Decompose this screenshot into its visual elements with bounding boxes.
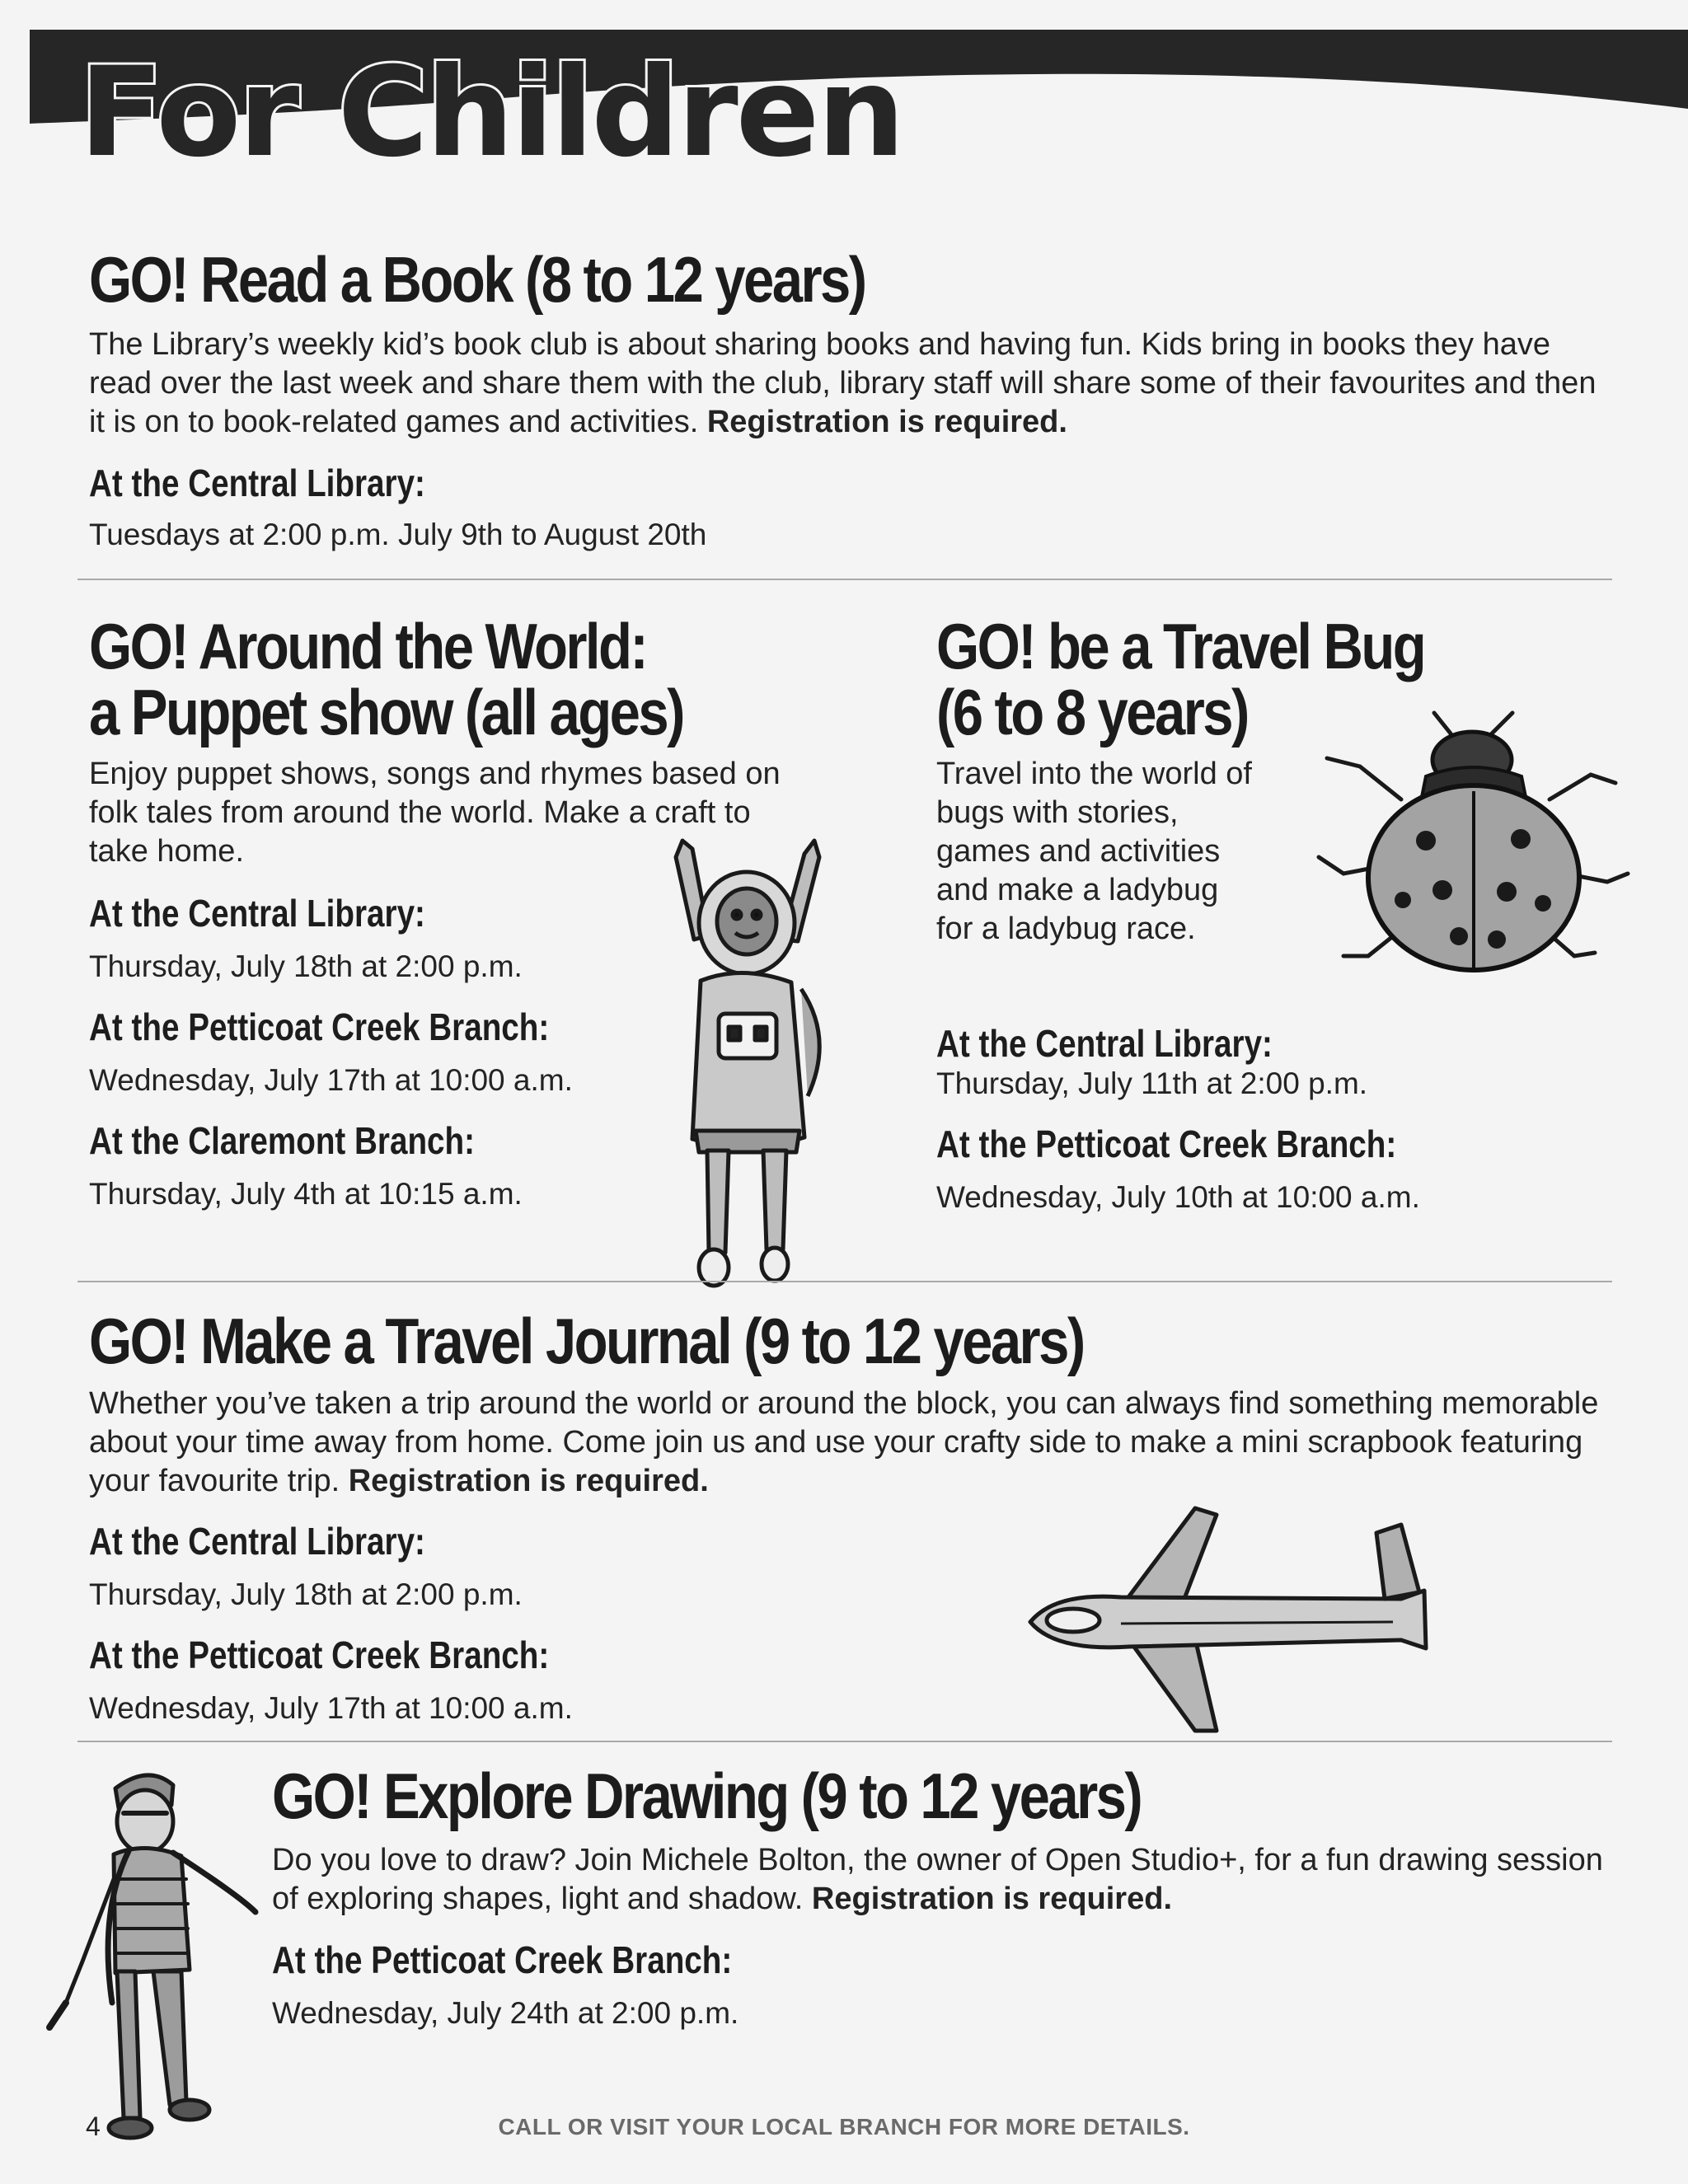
description-line: Travel into the world of [936,757,1252,791]
description-line: bugs with stories, [936,795,1179,830]
section-description [89,326,1606,442]
event-time: Thursday, July 18th at 2:00 p.m. [89,1577,523,1611]
registration-note: Registration is required. [811,1882,1172,1916]
event-time: Wednesday, July 10th at 10:00 a.m. [936,1180,1420,1214]
section-divider [77,1741,1612,1742]
ladybug-illustration [1311,709,1640,981]
registration-note: Registration is required. [348,1464,709,1498]
event-time: Thursday, July 11th at 2:00 p.m. [936,1066,1368,1100]
description-line: and make a ladybug [936,873,1219,907]
section-title-line1: GO! be a Travel Bug [936,610,1425,682]
description-line: for a ladybug race. [936,912,1196,946]
section-title-line2: a Puppet show (all ages) [89,676,683,748]
section-divider [77,1281,1612,1282]
footer-note: CALL OR VISIT YOUR LOCAL BRANCH FOR MORE DETAILS. [498,2114,1190,2139]
location-label: At the Central Library: [89,462,425,504]
registration-note: Registration is required. [706,405,1067,439]
section-title: GO! Read a Book (8 to 12 years) [89,243,865,316]
location-label: At the Petticoat Creek Branch: [272,1938,733,1981]
section-title-line1: GO! Around the World: [89,610,647,682]
artist-illustration [49,1755,272,2151]
location-label: At the Petticoat Creek Branch: [89,1005,550,1048]
event-time: Tuesdays at 2:00 p.m. July 9th to August 20th [89,518,707,551]
location-label: At the Central Library: [89,892,425,935]
airplane-illustration [1022,1500,1434,1747]
section-description [936,755,1365,949]
description-line: games and activities [936,834,1221,869]
location-label: At the Central Library: [936,1022,1273,1065]
description-text: The Library’s weekly kid’s book club is about sharing books and having fun. Kids bring in books they have read over the last week and share them with the club, library staff will share some of their favourites and then it is on to book-related games and activities. [89,327,1597,439]
event-time: Thursday, July 18th at 2:00 p.m. [89,949,523,983]
location-label: At the Petticoat Creek Branch: [89,1633,550,1676]
section-title-line2: (6 to 8 years) [936,676,1248,748]
section-divider [77,579,1612,580]
section-description [272,1841,1624,1919]
event-time: Wednesday, July 24th at 2:00 p.m. [272,1996,739,2030]
description-line: folk tales from around the world. Make a craft to [89,795,751,830]
section-title: GO! Explore Drawing (9 to 12 years) [272,1760,1142,1832]
section-title: GO! Make a Travel Journal (9 to 12 years) [89,1305,1084,1377]
location-label: At the Central Library: [89,1520,425,1563]
astronaut-illustration [643,824,841,1302]
page-title: For Children [79,41,903,185]
event-time: Wednesday, July 17th at 10:00 a.m. [89,1691,573,1725]
event-time: Wednesday, July 17th at 10:00 a.m. [89,1063,573,1097]
page-number: 4 [86,2111,101,2141]
description-text: Whether you’ve taken a trip around the world or around the block, you can always find something memorable about your time away from home. Come join us and use your crafty side to make a mini scrapbook featuring your favourite trip. [89,1386,1599,1498]
section-description [89,1385,1606,1501]
description-line: Enjoy puppet shows, songs and rhymes based on [89,757,781,791]
description-line: take home. [89,834,244,869]
location-label: At the Claremont Branch: [89,1119,476,1162]
description-text: Do you love to draw? Join Michele Bolton, the owner of Open Studio+, for a fun drawing session of exploring shapes, light and shadow. [272,1843,1603,1916]
location-label: At the Petticoat Creek Branch: [936,1122,1397,1165]
event-time: Thursday, July 4th at 10:15 a.m. [89,1177,523,1211]
